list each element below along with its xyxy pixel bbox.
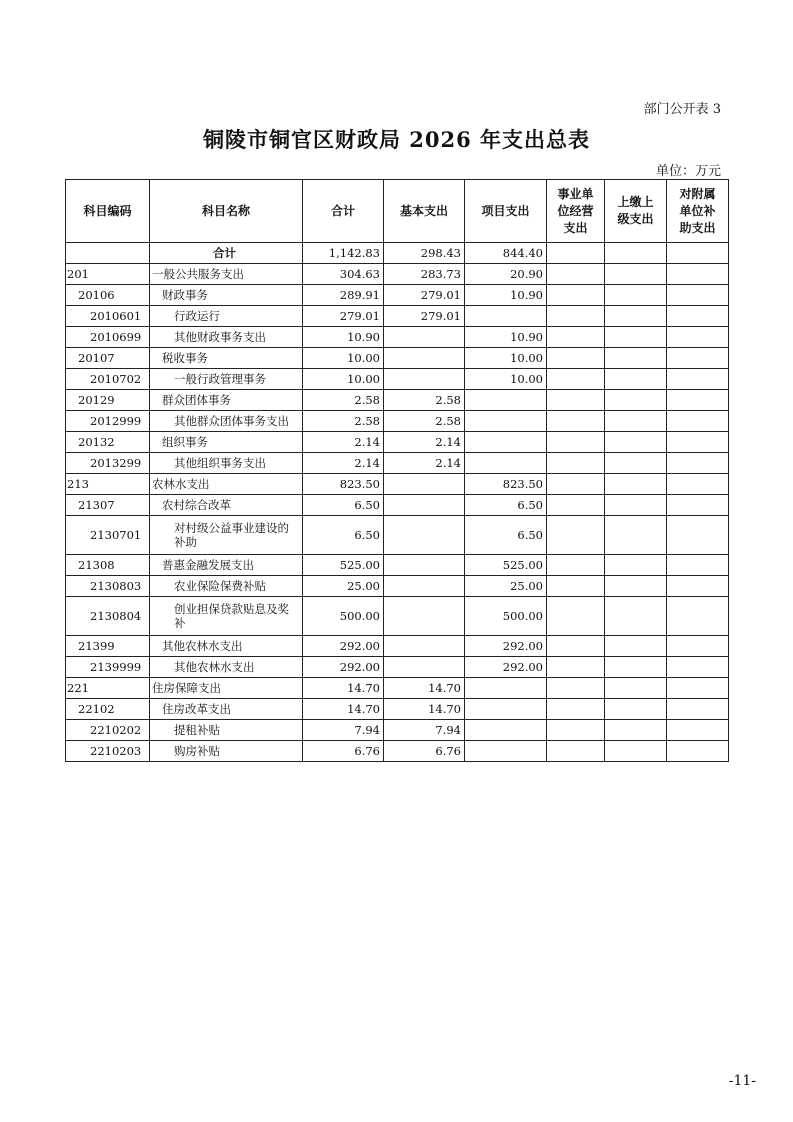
business-cell bbox=[547, 474, 605, 495]
business-cell bbox=[547, 327, 605, 348]
remit-cell bbox=[605, 264, 667, 285]
project-cell: 10.90 bbox=[465, 327, 547, 348]
project-cell bbox=[465, 390, 547, 411]
code-cell: 2010699 bbox=[66, 327, 150, 348]
total-cell: 2.58 bbox=[303, 390, 384, 411]
total-cell: 279.01 bbox=[303, 306, 384, 327]
business-cell bbox=[547, 306, 605, 327]
remit-cell bbox=[605, 699, 667, 720]
name-cell: 其他组织事务支出 bbox=[150, 453, 303, 474]
project-cell: 292.00 bbox=[465, 636, 547, 657]
table-row bbox=[66, 657, 729, 678]
code-cell: 22102 bbox=[66, 699, 150, 720]
project-cell bbox=[465, 432, 547, 453]
name-cell: 其他农林水支出 bbox=[150, 636, 303, 657]
subsidy-cell bbox=[667, 369, 729, 390]
remit-cell bbox=[605, 678, 667, 699]
page-number: -11- bbox=[728, 1073, 756, 1089]
total-cell: 500.00 bbox=[303, 597, 384, 636]
basic-cell bbox=[384, 516, 465, 555]
total-cell: 14.70 bbox=[303, 678, 384, 699]
code-cell: 20106 bbox=[66, 285, 150, 306]
name-cell: 普惠金融发展支出 bbox=[150, 555, 303, 576]
remit-cell bbox=[605, 657, 667, 678]
subsidy-cell bbox=[667, 264, 729, 285]
remit-cell bbox=[605, 285, 667, 306]
business-cell bbox=[547, 411, 605, 432]
basic-cell bbox=[384, 474, 465, 495]
remit-cell bbox=[605, 576, 667, 597]
basic-cell: 6.76 bbox=[384, 741, 465, 762]
subsidy-cell bbox=[667, 306, 729, 327]
total-cell: 823.50 bbox=[303, 474, 384, 495]
code-cell: 20107 bbox=[66, 348, 150, 369]
basic-cell: 7.94 bbox=[384, 720, 465, 741]
table-row bbox=[66, 741, 729, 762]
basic-cell: 2.58 bbox=[384, 411, 465, 432]
name-cell: 其他财政事务支出 bbox=[150, 327, 303, 348]
remit-cell bbox=[605, 741, 667, 762]
col-header-business: 事业单 位经营 支出 bbox=[547, 180, 605, 243]
col-header-subsidy: 对附属 单位补 助支出 bbox=[667, 180, 729, 243]
business-cell bbox=[547, 720, 605, 741]
business-cell bbox=[547, 453, 605, 474]
table-number: 部门公开表 3 bbox=[643, 102, 721, 117]
business-cell bbox=[547, 636, 605, 657]
remit-cell bbox=[605, 597, 667, 636]
business-cell bbox=[547, 678, 605, 699]
business-cell bbox=[547, 657, 605, 678]
code-cell: 20132 bbox=[66, 432, 150, 453]
remit-cell bbox=[605, 243, 667, 264]
business-cell bbox=[547, 348, 605, 369]
name-cell: 其他农林水支出 bbox=[150, 657, 303, 678]
business-cell bbox=[547, 264, 605, 285]
table-row bbox=[66, 495, 729, 516]
business-cell bbox=[547, 699, 605, 720]
remit-cell bbox=[605, 720, 667, 741]
name-cell: 对村级公益事业建设的补助 bbox=[150, 516, 303, 555]
project-cell bbox=[465, 411, 547, 432]
basic-cell bbox=[384, 369, 465, 390]
subsidy-cell bbox=[667, 741, 729, 762]
total-cell: 2.58 bbox=[303, 411, 384, 432]
subsidy-cell bbox=[667, 576, 729, 597]
project-cell: 292.00 bbox=[465, 657, 547, 678]
subsidy-cell bbox=[667, 636, 729, 657]
code-cell: 20129 bbox=[66, 390, 150, 411]
project-cell: 20.90 bbox=[465, 264, 547, 285]
remit-cell bbox=[605, 636, 667, 657]
subsidy-cell bbox=[667, 390, 729, 411]
remit-cell bbox=[605, 432, 667, 453]
code-cell: 2013299 bbox=[66, 453, 150, 474]
business-cell bbox=[547, 576, 605, 597]
subsidy-cell bbox=[667, 453, 729, 474]
total-cell: 2.14 bbox=[303, 432, 384, 453]
table-row bbox=[66, 516, 729, 555]
project-cell: 25.00 bbox=[465, 576, 547, 597]
table-row bbox=[66, 411, 729, 432]
total-cell: 6.76 bbox=[303, 741, 384, 762]
basic-cell: 2.14 bbox=[384, 432, 465, 453]
basic-cell bbox=[384, 348, 465, 369]
col-header-basic: 基本支出 bbox=[384, 180, 465, 243]
subsidy-cell bbox=[667, 720, 729, 741]
remit-cell bbox=[605, 516, 667, 555]
basic-cell bbox=[384, 555, 465, 576]
total-cell: 2.14 bbox=[303, 453, 384, 474]
subsidy-cell bbox=[667, 327, 729, 348]
project-cell: 10.00 bbox=[465, 348, 547, 369]
page-title: 铜陵市铜官区财政局 2026 年支出总表 bbox=[202, 127, 591, 152]
project-cell: 10.00 bbox=[465, 369, 547, 390]
remit-cell bbox=[605, 306, 667, 327]
name-cell: 一般行政管理事务 bbox=[150, 369, 303, 390]
subsidy-cell bbox=[667, 495, 729, 516]
subsidy-cell bbox=[667, 348, 729, 369]
table-row bbox=[66, 720, 729, 741]
project-cell bbox=[465, 453, 547, 474]
col-header-total: 合计 bbox=[303, 180, 384, 243]
total-cell: 289.91 bbox=[303, 285, 384, 306]
name-cell: 群众团体事务 bbox=[150, 390, 303, 411]
subsidy-cell bbox=[667, 699, 729, 720]
subsidy-cell bbox=[667, 474, 729, 495]
basic-cell: 2.58 bbox=[384, 390, 465, 411]
total-cell: 6.50 bbox=[303, 495, 384, 516]
code-cell: 213 bbox=[66, 474, 150, 495]
col-header-name: 科目名称 bbox=[150, 180, 303, 243]
table-row bbox=[66, 576, 729, 597]
col-header-remit: 上缴上 级支出 bbox=[605, 180, 667, 243]
table-row bbox=[66, 699, 729, 720]
table-row bbox=[66, 369, 729, 390]
total-cell: 7.94 bbox=[303, 720, 384, 741]
business-cell bbox=[547, 390, 605, 411]
code-cell: 21399 bbox=[66, 636, 150, 657]
project-cell: 844.40 bbox=[465, 243, 547, 264]
name-cell: 税收事务 bbox=[150, 348, 303, 369]
code-cell: 2130804 bbox=[66, 597, 150, 636]
subsidy-cell bbox=[667, 432, 729, 453]
code-cell: 2010601 bbox=[66, 306, 150, 327]
table-row bbox=[66, 264, 729, 285]
table-row bbox=[66, 474, 729, 495]
code-cell: 21307 bbox=[66, 495, 150, 516]
subsidy-cell bbox=[667, 657, 729, 678]
name-cell: 农林水支出 bbox=[150, 474, 303, 495]
business-cell bbox=[547, 555, 605, 576]
name-cell: 住房改革支出 bbox=[150, 699, 303, 720]
project-cell bbox=[465, 306, 547, 327]
code-cell: 2130701 bbox=[66, 516, 150, 555]
business-cell bbox=[547, 369, 605, 390]
business-cell bbox=[547, 597, 605, 636]
code-cell: 201 bbox=[66, 264, 150, 285]
remit-cell bbox=[605, 474, 667, 495]
business-cell bbox=[547, 285, 605, 306]
col-header-code: 科目编码 bbox=[66, 180, 150, 243]
business-cell bbox=[547, 495, 605, 516]
table-row bbox=[66, 597, 729, 636]
remit-cell bbox=[605, 390, 667, 411]
project-cell bbox=[465, 741, 547, 762]
basic-cell bbox=[384, 576, 465, 597]
basic-cell: 2.14 bbox=[384, 453, 465, 474]
table-row bbox=[66, 390, 729, 411]
total-row bbox=[66, 243, 729, 264]
business-cell bbox=[547, 516, 605, 555]
total-cell: 25.00 bbox=[303, 576, 384, 597]
total-cell: 10.00 bbox=[303, 369, 384, 390]
table-row bbox=[66, 432, 729, 453]
business-cell bbox=[547, 741, 605, 762]
project-cell: 525.00 bbox=[465, 555, 547, 576]
total-cell: 525.00 bbox=[303, 555, 384, 576]
code-cell bbox=[66, 243, 150, 264]
subsidy-cell bbox=[667, 597, 729, 636]
remit-cell bbox=[605, 369, 667, 390]
basic-cell: 14.70 bbox=[384, 678, 465, 699]
table-row bbox=[66, 306, 729, 327]
subsidy-cell bbox=[667, 411, 729, 432]
code-cell: 2210203 bbox=[66, 741, 150, 762]
expenditure-table bbox=[65, 179, 729, 762]
project-cell: 6.50 bbox=[465, 516, 547, 555]
total-cell: 10.00 bbox=[303, 348, 384, 369]
remit-cell bbox=[605, 555, 667, 576]
remit-cell bbox=[605, 348, 667, 369]
total-cell: 292.00 bbox=[303, 657, 384, 678]
code-cell: 221 bbox=[66, 678, 150, 699]
name-cell: 农业保险保费补贴 bbox=[150, 576, 303, 597]
remit-cell bbox=[605, 453, 667, 474]
table-row bbox=[66, 636, 729, 657]
subsidy-cell bbox=[667, 555, 729, 576]
name-cell: 创业担保贷款贴息及奖补 bbox=[150, 597, 303, 636]
project-cell bbox=[465, 699, 547, 720]
project-cell bbox=[465, 678, 547, 699]
basic-cell bbox=[384, 327, 465, 348]
name-cell: 农村综合改革 bbox=[150, 495, 303, 516]
table-row bbox=[66, 678, 729, 699]
name-cell: 提租补贴 bbox=[150, 720, 303, 741]
total-cell: 292.00 bbox=[303, 636, 384, 657]
table-row bbox=[66, 348, 729, 369]
code-cell: 2012999 bbox=[66, 411, 150, 432]
name-cell: 一般公共服务支出 bbox=[150, 264, 303, 285]
subsidy-cell bbox=[667, 243, 729, 264]
total-cell: 14.70 bbox=[303, 699, 384, 720]
project-cell: 500.00 bbox=[465, 597, 547, 636]
total-cell: 10.90 bbox=[303, 327, 384, 348]
name-cell: 其他群众团体事务支出 bbox=[150, 411, 303, 432]
unit-label: 单位：万元 bbox=[655, 164, 721, 179]
basic-cell: 279.01 bbox=[384, 285, 465, 306]
name-cell: 行政运行 bbox=[150, 306, 303, 327]
table-row bbox=[66, 453, 729, 474]
total-cell: 304.63 bbox=[303, 264, 384, 285]
table-header-row bbox=[66, 180, 729, 243]
remit-cell bbox=[605, 411, 667, 432]
name-cell: 财政事务 bbox=[150, 285, 303, 306]
code-cell: 2130803 bbox=[66, 576, 150, 597]
remit-cell bbox=[605, 327, 667, 348]
project-cell: 6.50 bbox=[465, 495, 547, 516]
col-header-project: 项目支出 bbox=[465, 180, 547, 243]
basic-cell bbox=[384, 597, 465, 636]
table-row bbox=[66, 555, 729, 576]
code-cell: 21308 bbox=[66, 555, 150, 576]
code-cell: 2139999 bbox=[66, 657, 150, 678]
code-cell: 2210202 bbox=[66, 720, 150, 741]
subsidy-cell bbox=[667, 678, 729, 699]
basic-cell: 14.70 bbox=[384, 699, 465, 720]
code-cell: 2010702 bbox=[66, 369, 150, 390]
basic-cell: 279.01 bbox=[384, 306, 465, 327]
remit-cell bbox=[605, 495, 667, 516]
business-cell bbox=[547, 432, 605, 453]
name-cell: 住房保障支出 bbox=[150, 678, 303, 699]
name-cell: 合计 bbox=[150, 243, 303, 264]
subsidy-cell bbox=[667, 516, 729, 555]
basic-cell: 283.73 bbox=[384, 264, 465, 285]
total-cell: 1,142.83 bbox=[303, 243, 384, 264]
total-cell: 6.50 bbox=[303, 516, 384, 555]
table-row bbox=[66, 285, 729, 306]
table-row bbox=[66, 327, 729, 348]
name-cell: 组织事务 bbox=[150, 432, 303, 453]
basic-cell bbox=[384, 495, 465, 516]
project-cell bbox=[465, 720, 547, 741]
subsidy-cell bbox=[667, 285, 729, 306]
business-cell bbox=[547, 243, 605, 264]
basic-cell: 298.43 bbox=[384, 243, 465, 264]
project-cell: 823.50 bbox=[465, 474, 547, 495]
basic-cell bbox=[384, 657, 465, 678]
name-cell: 购房补贴 bbox=[150, 741, 303, 762]
project-cell: 10.90 bbox=[465, 285, 547, 306]
basic-cell bbox=[384, 636, 465, 657]
